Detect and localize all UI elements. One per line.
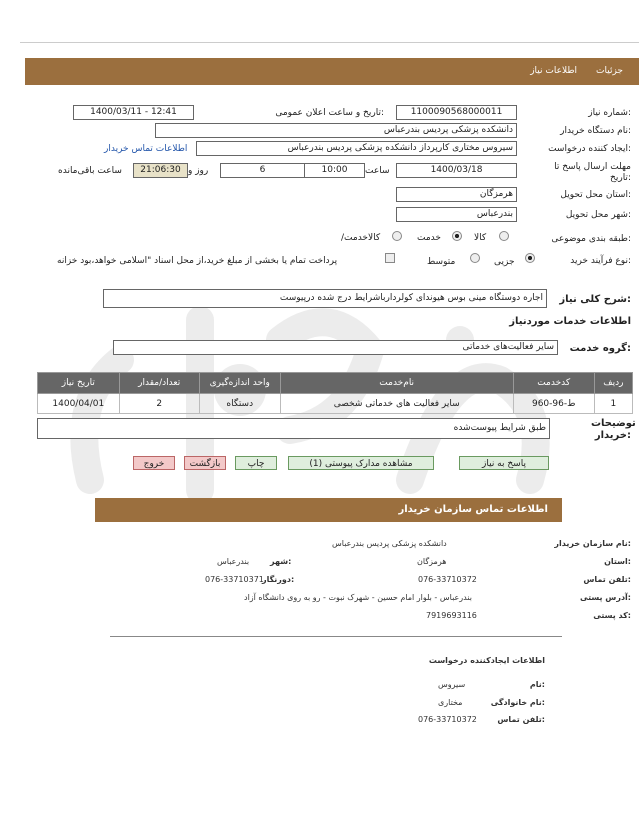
city-field: بندرعباس <box>396 207 517 222</box>
creator-label: ایجاد کننده درخواست: <box>548 144 631 154</box>
category-goods-service-radio[interactable] <box>392 231 402 241</box>
process-medium-radio[interactable] <box>470 253 480 263</box>
cell-date: 1400/04/01 <box>38 394 120 414</box>
col-row: ردیف <box>594 373 632 394</box>
reply-button[interactable]: پاسخ به نیاز <box>459 456 549 470</box>
cell-unit: دستگاه <box>199 394 280 414</box>
contact-section-header <box>95 498 562 522</box>
creator-last-name-label: نام خانوادگی: <box>490 698 545 707</box>
back-button[interactable]: بازگشت <box>184 456 226 470</box>
deadline-label: مهلت ارسال پاسخ تا تاریخ: <box>554 162 631 183</box>
process-partial-label: جزیی <box>494 257 515 267</box>
col-date: تاریخ نیاز <box>38 373 120 394</box>
buyer-label: نام دستگاه خریدار: <box>560 126 631 136</box>
table-row <box>38 394 633 414</box>
treasury-payment-checkbox[interactable] <box>385 253 395 263</box>
service-group-label: گروه خدمت: <box>569 343 631 354</box>
need-number-field: 1100090568000011 <box>396 105 517 120</box>
services-title: اطلاعات خدمات موردنیاز <box>509 316 631 327</box>
contact-phone-label: تلفن تماس: <box>583 575 631 584</box>
creator-first-name-label: نام: <box>529 680 545 689</box>
remaining-label: ساعت باقی‌مانده <box>58 166 122 176</box>
header-bar <box>25 58 639 85</box>
cell-row: 1 <box>594 394 632 414</box>
contact-fax-label: دورنگار: <box>262 575 295 584</box>
deadline-time-field: 10:00 <box>304 163 365 178</box>
contact-city: بندرعباس <box>217 557 250 566</box>
announce-field: 1400/03/11 - 12:41 <box>73 105 194 120</box>
treasury-payment-note: پرداخت تمام یا بخشی از مبلغ خرید،از محل اسناد "اسلامی خواهد،بود خزانه <box>57 256 338 266</box>
contact-address-label: آدرس پستی: <box>580 593 631 602</box>
category-goods-label: کالا <box>474 233 487 243</box>
cell-quantity: 2 <box>119 394 199 414</box>
buyer-field: دانشکده پزشکی پردیس بندرعباس <box>155 123 517 138</box>
category-service-label: خدمت <box>417 233 441 243</box>
contact-buyer-name: دانشکده پزشکی پردیس بندرعباس <box>332 539 447 548</box>
creator-first-name: سیروس <box>438 680 466 689</box>
creator-last-name: مختاری <box>438 698 463 707</box>
table-header-row <box>38 373 633 394</box>
buyer-contact-link[interactable]: اطلاعات تماس خریدار <box>104 144 188 154</box>
creator-phone: 076-33710372 <box>418 715 477 724</box>
attachments-button[interactable]: مشاهده مدارک پیوستی (1) <box>288 456 434 470</box>
need-number-label: شماره نیاز: <box>588 108 631 118</box>
deadline-date-field: 1400/03/18 <box>396 163 517 178</box>
contact-postal: 7919693116 <box>426 611 477 620</box>
contact-phone: 076-33710372 <box>418 575 477 584</box>
announce-label: تاریخ و ساعت اعلان عمومی: <box>275 108 384 118</box>
province-field: هرمزگان <box>396 187 517 202</box>
contact-province-label: استان: <box>604 557 631 566</box>
contact-address: بندرعباس - بلوار امام حسین - شهرک نبوت - رو به روی دانشگاه آزاد <box>244 593 472 602</box>
service-group-field: سایر فعالیت‌های خدماتی <box>113 340 558 355</box>
creator-info-title: اطلاعات ایجادکننده درخواست <box>428 656 545 665</box>
creator-field: سیروس مختاری کارپرداز دانشکده پزشکی پردیس بندرعباس <box>196 141 517 156</box>
deadline-time-label: ساعت <box>365 166 390 176</box>
col-name: نام‌خدمت <box>280 373 513 394</box>
summary-label: شرح کلی نیاز: <box>559 294 631 305</box>
category-goods-radio[interactable] <box>499 231 509 241</box>
process-label: نوع فرآیند خرید: <box>570 256 631 266</box>
contact-title: اطلاعات تماس سازمان خریدار <box>398 504 548 515</box>
creator-phone-label: تلفن تماس: <box>497 715 545 724</box>
contact-province: هرمزگان <box>417 557 447 566</box>
buyer-notes-field: طبق شرایط پیوست‌شده <box>37 418 550 439</box>
buyer-notes-label: توضیحات خریدار: <box>591 418 636 441</box>
tab-need-info[interactable]: اطلاعات نیاز <box>530 66 577 76</box>
tab-details[interactable]: جزئیات <box>596 66 623 76</box>
contact-postal-label: کد پستی: <box>593 611 631 620</box>
category-goods-service-label: /کالاخدمت <box>341 233 381 243</box>
cell-name: سایر فعالیت های خدماتی شخصی <box>280 394 513 414</box>
province-label: استان محل تحویل: <box>560 190 631 200</box>
contact-city-label: شهر: <box>270 557 292 566</box>
contact-divider <box>110 636 562 637</box>
summary-field: اجاره دوستگاه مینی بوس هیوندای کولردارباشرایط درج شده درپیوست <box>103 289 547 308</box>
remaining-time-field: 21:06:30 <box>133 163 188 178</box>
days-label: روز و <box>188 166 209 176</box>
exit-button[interactable]: خروج <box>133 456 175 470</box>
contact-fax: 076-33710371 <box>205 575 264 584</box>
col-code: کدخدمت <box>513 373 594 394</box>
col-quantity: تعداد/مقدار <box>119 373 199 394</box>
col-unit: واحد اندازه‌گیری <box>199 373 280 394</box>
process-medium-label: متوسط <box>427 257 456 267</box>
contact-buyer-name-label: نام سازمان خریدار: <box>554 539 631 548</box>
process-partial-radio[interactable] <box>525 253 535 263</box>
services-table <box>37 372 633 414</box>
print-button[interactable]: چاپ <box>235 456 277 470</box>
category-label: طبقه بندی موضوعی: <box>551 234 631 244</box>
days-field: 6 <box>220 163 305 178</box>
city-label: شهر محل تحویل: <box>565 210 631 220</box>
top-divider <box>20 42 639 43</box>
cell-code: ط-96-960 <box>513 394 594 414</box>
category-service-radio[interactable] <box>452 231 462 241</box>
